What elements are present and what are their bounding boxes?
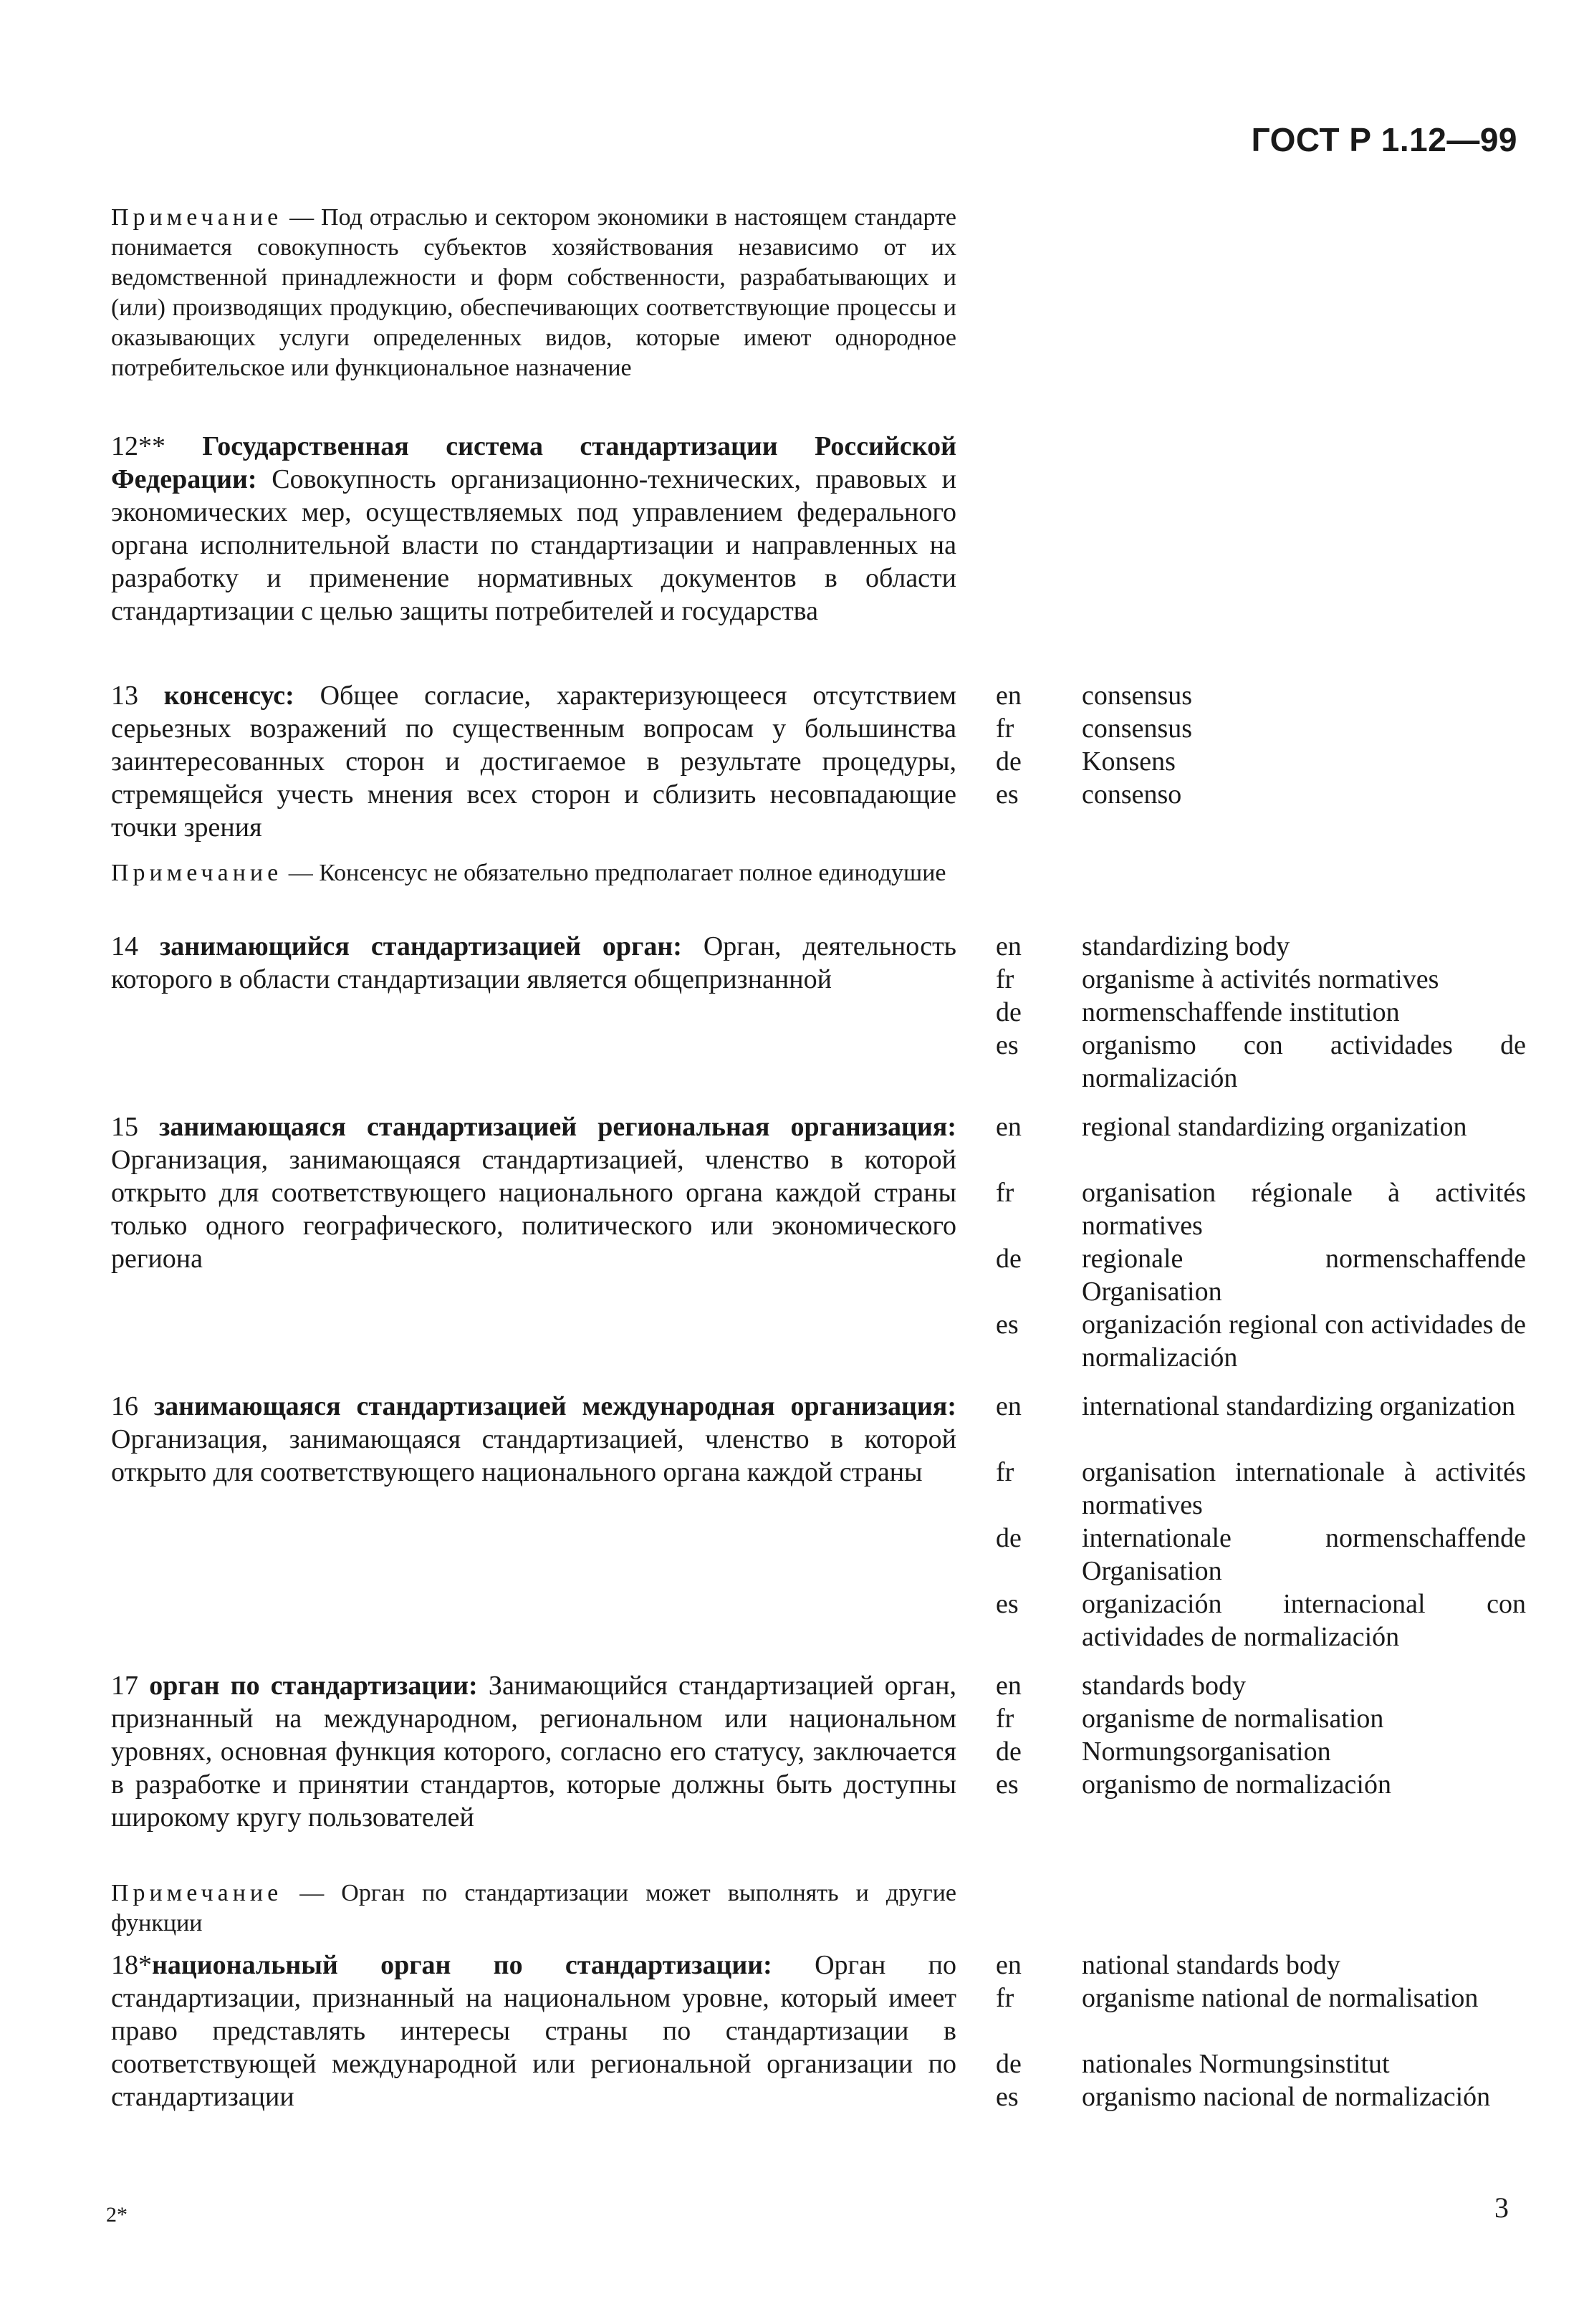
lang-code: en [996,1950,1022,1980]
lang-code: fr [996,1704,1014,1734]
equivalent-term: internationale normenschaffende Organisation [1082,1523,1526,1586]
entry-18 [111,1949,956,2113]
lang-code: es [996,1589,1019,1619]
entry-17 [111,1669,956,1834]
equivalent-term: nationales Normungsinstitut [1082,2049,1390,2079]
entry-number: 17 [111,1671,150,1701]
entry-definition: Орган, деятельность которого в области стандартизации является общепризнанной [111,931,957,994]
lang-code: es [996,1770,1019,1800]
lang-code: fr [996,714,1014,744]
entry-number: 18* [111,1950,152,1980]
equivalent-term: organisme de normalisation [1082,1704,1384,1734]
entry-definition: Совокупность организационно-технических, правовых и экономических мер, осуществляемых под управлением федерального органа исполнительной власти по стандартизации и направленных на разработку и применение нормативных документов в области стандартизации с целью защиты потребителей и государства [111,464,956,626]
entry-number: 15 [111,1112,160,1142]
lang-code: es [996,779,1019,810]
note-text: — Под отраслью и сектором экономики в настоящем стандарте понимается совокупность субъектов хозяйствования независимо от их ведомственной принадлежности и форм собственности, разрабатывающих и (или) производящих продукцию, обеспечивающих соответствующие процессы и оказывающих услуги определенных видов, которые имеют однородное потребительское или функциональное назначение [111,204,956,381]
note-consensus [111,858,956,888]
equivalent-term: normenschaffende institution [1082,997,1400,1027]
lang-code: fr [996,964,1014,994]
entry-13 [111,679,956,844]
lang-code: fr [996,1457,1014,1487]
equivalent-term: organisme à activités normatives [1082,964,1439,994]
entry-term: Государственная система стандартизации Российской Федерации: [111,431,957,494]
lang-code: en [996,931,1022,961]
entry-number: 14 [111,931,160,961]
note-label: Примечание [111,860,283,886]
equivalent-term: consensus [1082,681,1193,711]
lang-code: fr [996,1178,1014,1208]
equivalent-term: organismo de normalización [1082,1770,1391,1800]
lang-code: en [996,681,1022,711]
equivalent-term: organisation internationale à activités normatives [1082,1457,1526,1520]
equivalent-term: organismo con actividades de normalización [1082,1030,1526,1093]
entry-15 [111,1110,956,1275]
equivalent-term: organización internacional con actividades de normalización [1082,1589,1526,1652]
entry-12 [111,430,956,628]
lang-code: en [996,1391,1022,1421]
equivalent-term: organización regional con actividades de normalización [1082,1310,1526,1373]
entry-term: занимающийся стандартизацией орган: [159,931,682,961]
lang-code: es [996,2082,1019,2112]
entry-term: консенсус: [163,681,294,711]
entry-number: 13 [111,681,164,711]
equivalent-term: consenso [1082,779,1182,810]
entry-14 [111,930,956,996]
equivalent-term: organisation régionale à activités normatives [1082,1178,1526,1241]
equivalent-term: standards body [1082,1671,1247,1701]
lang-code: de [996,746,1022,777]
note-label: Примечание [111,1880,283,1906]
entry-term: занимающаяся стандартизацией международная организация: [153,1391,956,1421]
lang-code: es [996,1310,1019,1340]
lang-code: fr [996,1983,1014,2013]
note-text: — Орган по стандартизации может выполнять и другие функции [111,1880,956,1936]
equivalent-term: standardizing body [1082,931,1290,961]
equivalent-term: international standardizing organization [1082,1391,1515,1421]
note-standards-body [111,1878,956,1939]
equivalent-term: Konsens [1082,746,1176,777]
entry-16 [111,1390,956,1489]
equivalent-term: regionale normenschaffende Organisation [1082,1244,1526,1307]
document-header: ГОСТ Р 1.12—99 [1251,121,1517,158]
equivalent-term: organisme national de normalisation [1082,1983,1479,2013]
equivalent-term: consensus [1082,714,1193,744]
note-text: — Консенсус не обязательно предполагает полное единодушие [282,860,946,886]
lang-code: de [996,1244,1022,1274]
entry-term: национальный орган по стандартизации: [152,1950,772,1980]
lang-code: de [996,997,1022,1027]
entry-definition: Орган по стандартизации, признанный на национальном уровне, который имеет право представлять интересы страны по стандартизации в соответствующей международной или региональной организации по стандартизации [111,1950,956,2112]
lang-code: de [996,1737,1022,1767]
entry-definition: Организация, занимающаяся стандартизацией, членство в которой открыто для соответствующего национального органа каждой страны [111,1424,956,1487]
note-sector [111,203,956,383]
lang-code: de [996,2049,1022,2079]
lang-code: de [996,1523,1022,1553]
page-number: 3 [1494,2191,1509,2224]
entry-number: 12** [111,431,203,461]
equivalent-term: regional standardizing organization [1082,1112,1467,1142]
equivalent-term: organismo nacional de normalización [1082,2082,1491,2112]
lang-code: es [996,1030,1019,1060]
equivalent-term: Normungsorganisation [1082,1737,1331,1767]
equivalent-term: national standards body [1082,1950,1340,1980]
entry-definition: Занимающийся стандартизацией орган, признанный на международном, региональном или национальном уровнях, основная функция которого, согласно его статусу, заключается в разработке и принятии стандартов, которые должны быть доступны широкому кругу пользователей [111,1671,957,1833]
signature-mark: 2* [106,2203,128,2227]
lang-code: en [996,1671,1022,1701]
entry-term: занимающаяся стандартизацией региональная организация: [159,1112,956,1142]
entry-number: 16 [111,1391,154,1421]
entry-term: орган по стандартизации: [149,1671,478,1701]
entry-definition: Общее согласие, характеризующееся отсутствием серьезных возражений по существенным вопросам у большинства заинтересованных сторон и достигаемое в результате процедуры, стремящейся учесть мнения всех сторон и сблизить несовпадающие точки зрения [111,681,957,842]
entry-definition: Организация, занимающаяся стандартизацией, членство в которой открыто для соответствующего национального органа каждой страны только одного географического, политического или экономического региона [111,1145,956,1274]
lang-code: en [996,1112,1022,1142]
note-label: Примечание [111,204,283,231]
